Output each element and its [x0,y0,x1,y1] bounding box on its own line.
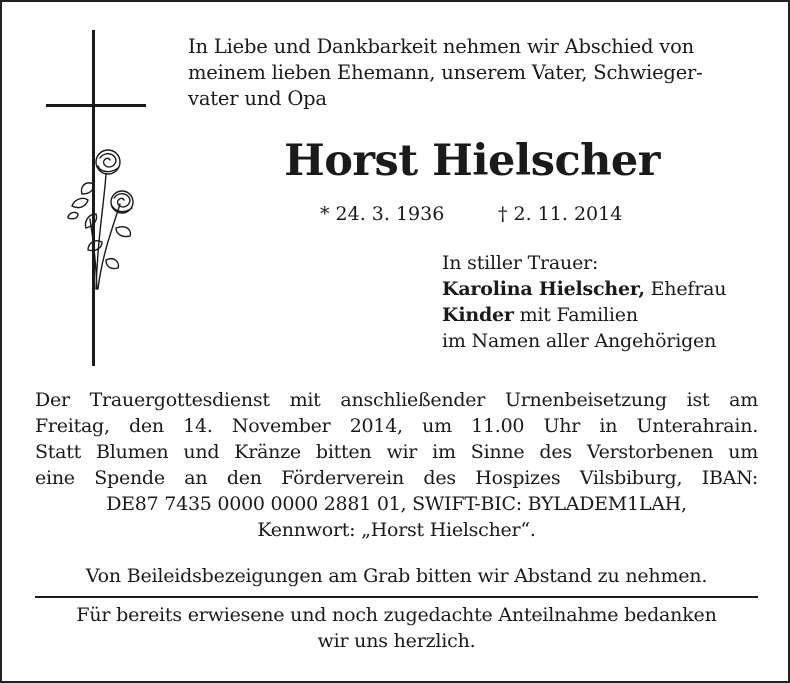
service-line: eine Spende an den Förderverein des Hospizes Vilsbiburg, IBAN: [35,467,758,489]
mourner-children-role: mit Familien [513,304,638,326]
mourner-others: im Namen aller Angehörigen [442,330,717,352]
intro-text [188,34,768,112]
divider [35,596,758,598]
deceased-name: Horst Hielscher [284,136,660,186]
intro-line: meinem lieben Ehemann, unserem Vater, Schwieger- [188,61,703,84]
service-line: Statt Blumen und Kränze bitten wir im Sinne des Verstorbenen um [35,441,758,463]
intro-line: vater und Opa [188,87,327,110]
intro-line: In Liebe und Dankbarkeit nehmen wir Abschied von [188,35,695,58]
service-line: DE87 7435 0000 0000 2881 01, SWIFT-BIC: BYLADEM1LAH, [106,493,687,515]
condolence-note: Von Beileidsbezeigungen am Grab bitten wir Abstand zu nehmen. [85,565,708,587]
mourners-block [442,250,762,354]
thanks-text [35,602,758,654]
mourner-children [442,302,762,328]
mourner-wife [442,276,762,302]
service-line: Kennwort: „Horst Hielscher“. [257,519,536,541]
service-line: Freitag, den 14. November 2014, um 11.00 Uhr in Unterahrain. [35,415,758,437]
thanks-line: wir uns herzlich. [317,630,476,652]
mourner-wife-role: Ehefrau [644,278,727,300]
mourners-heading: In stiller Trauer: [442,252,599,274]
death-date: † 2. 11. 2014 [498,203,623,225]
mourner-wife-name: Karolina Hielscher, [442,278,645,300]
thanks-line: Für bereits erwiesene und noch zugedachte Anteilnahme bedanken [76,604,717,626]
service-line: Der Trauergottesdienst mit anschließender Urnenbeisetzung ist am [35,389,758,411]
cross-bar [46,104,146,107]
birth-date: * 24. 3. 1936 [320,203,445,225]
mourner-children-name: Kinder [442,304,514,326]
roses-icon [60,144,140,294]
service-text [35,387,758,543]
